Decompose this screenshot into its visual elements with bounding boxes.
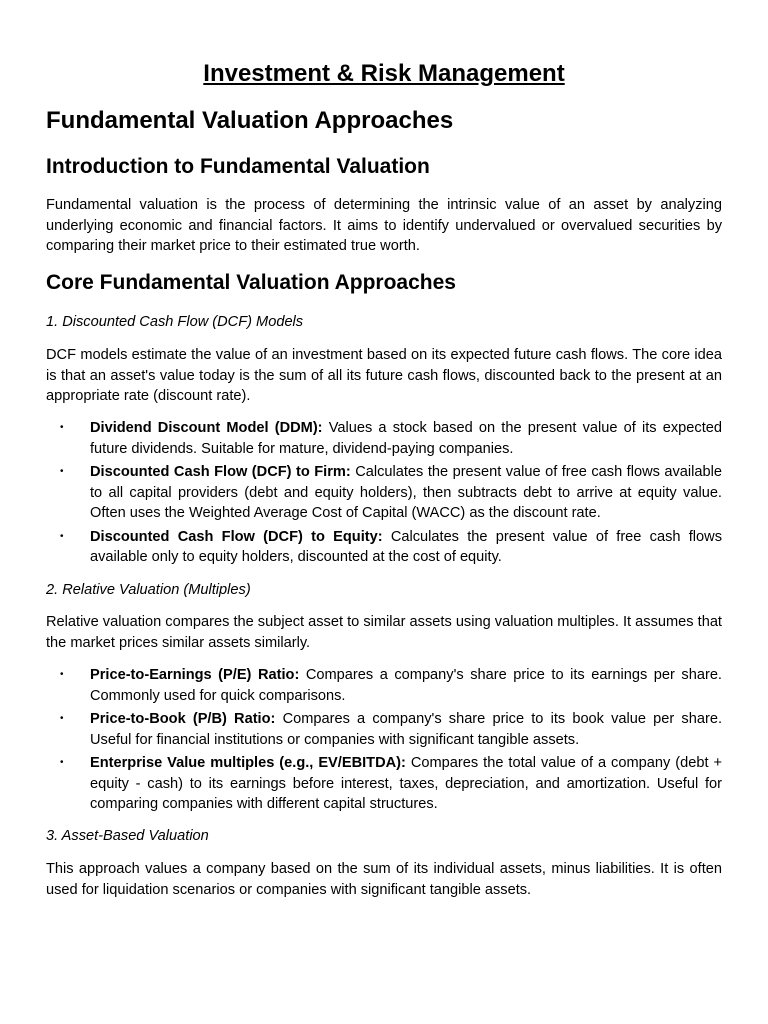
list-item-desc: Calculates the present value of free cash flows available to all capital providers (debt and equity holders), then subtracts debt to arrive at equity value. Often uses the Weighted Average Cost of Capital (WACC) as the discount rate. — [90, 464, 722, 521]
list-item-term: Enterprise Value multiples (e.g., EV/EBITDA): — [90, 755, 406, 771]
intro-paragraph: Fundamental valuation is the process of determining the intrinsic value of an asset by analyzing underlying economic and financial factors. It aims to identify undervalued or overvalued securities by comparing their market price to their estimated true worth. — [46, 197, 722, 254]
list-item — [46, 462, 722, 524]
list-item-desc: Calculates the present value of free cash flows available only to equity holders, discounted at the cost of equity. — [90, 528, 722, 565]
intro-heading: Introduction to Fundamental Valuation — [46, 155, 430, 178]
list-item-term: Price-to-Book (P/B) Ratio: — [90, 711, 276, 727]
list-item-desc: Compares a company's share price to its earnings per share. Commonly used for quick comparisons. — [90, 667, 722, 704]
relative-paragraph: Relative valuation compares the subject asset to similar assets using valuation multiples. It assumes that the market prices similar assets similarly. — [46, 614, 722, 651]
bullet-icon: • — [60, 422, 64, 433]
list-item-desc: Values a stock based on the present value of its expected future dividends. Suitable for mature, dividend-paying companies. — [90, 420, 722, 457]
list-item-term: Discounted Cash Flow (DCF) to Equity: — [90, 528, 383, 545]
list-item-term: Dividend Discount Model (DDM): — [90, 420, 323, 436]
relative-subheading: 2. Relative Valuation (Multiples) — [46, 582, 251, 598]
bullet-icon: • — [60, 669, 64, 680]
dcf-list — [46, 418, 722, 571]
dcf-paragraph: DCF models estimate the value of an investment based on its expected future cash flows. The core idea is that an asset's value today is the sum of all its future cash flows, discounted back to the present at an appropriate rate (discount rate). — [46, 347, 722, 404]
document-title: Investment & Risk Management — [203, 60, 565, 87]
dcf-subheading: 1. Discounted Cash Flow (DCF) Models — [46, 314, 304, 330]
list-item-desc: Compares the total value of a company (debt + equity - cash) to its earnings before interest, taxes, depreciation, and amortization. Useful for comparing companies with different capital structures. — [90, 755, 723, 812]
list-item — [46, 418, 722, 459]
bullet-icon: • — [60, 713, 64, 724]
list-item — [46, 753, 722, 815]
asset-subheading: 3. Asset-Based Valuation — [46, 828, 209, 844]
list-item — [46, 527, 722, 568]
relative-list — [46, 665, 722, 818]
bullet-icon: • — [60, 466, 64, 477]
list-item-term: Price-to-Earnings (P/E) Ratio: — [90, 667, 300, 683]
bullet-icon: • — [60, 530, 64, 542]
list-item-desc: Compares a company's share price to its book value per share. Useful for financial institutions or companies with significant tangible assets. — [90, 711, 722, 748]
list-item — [46, 665, 722, 706]
page-heading: Fundamental Valuation Approaches — [46, 107, 454, 134]
list-item — [46, 709, 722, 750]
core-heading: Core Fundamental Valuation Approaches — [46, 271, 456, 294]
bullet-icon: • — [60, 757, 64, 768]
list-item-term: Discounted Cash Flow (DCF) to Firm: — [90, 464, 351, 480]
asset-paragraph: This approach values a company based on the sum of its individual assets, minus liabilities. It is often used for liquidation scenarios or companies with significant tangible assets. — [46, 861, 722, 898]
